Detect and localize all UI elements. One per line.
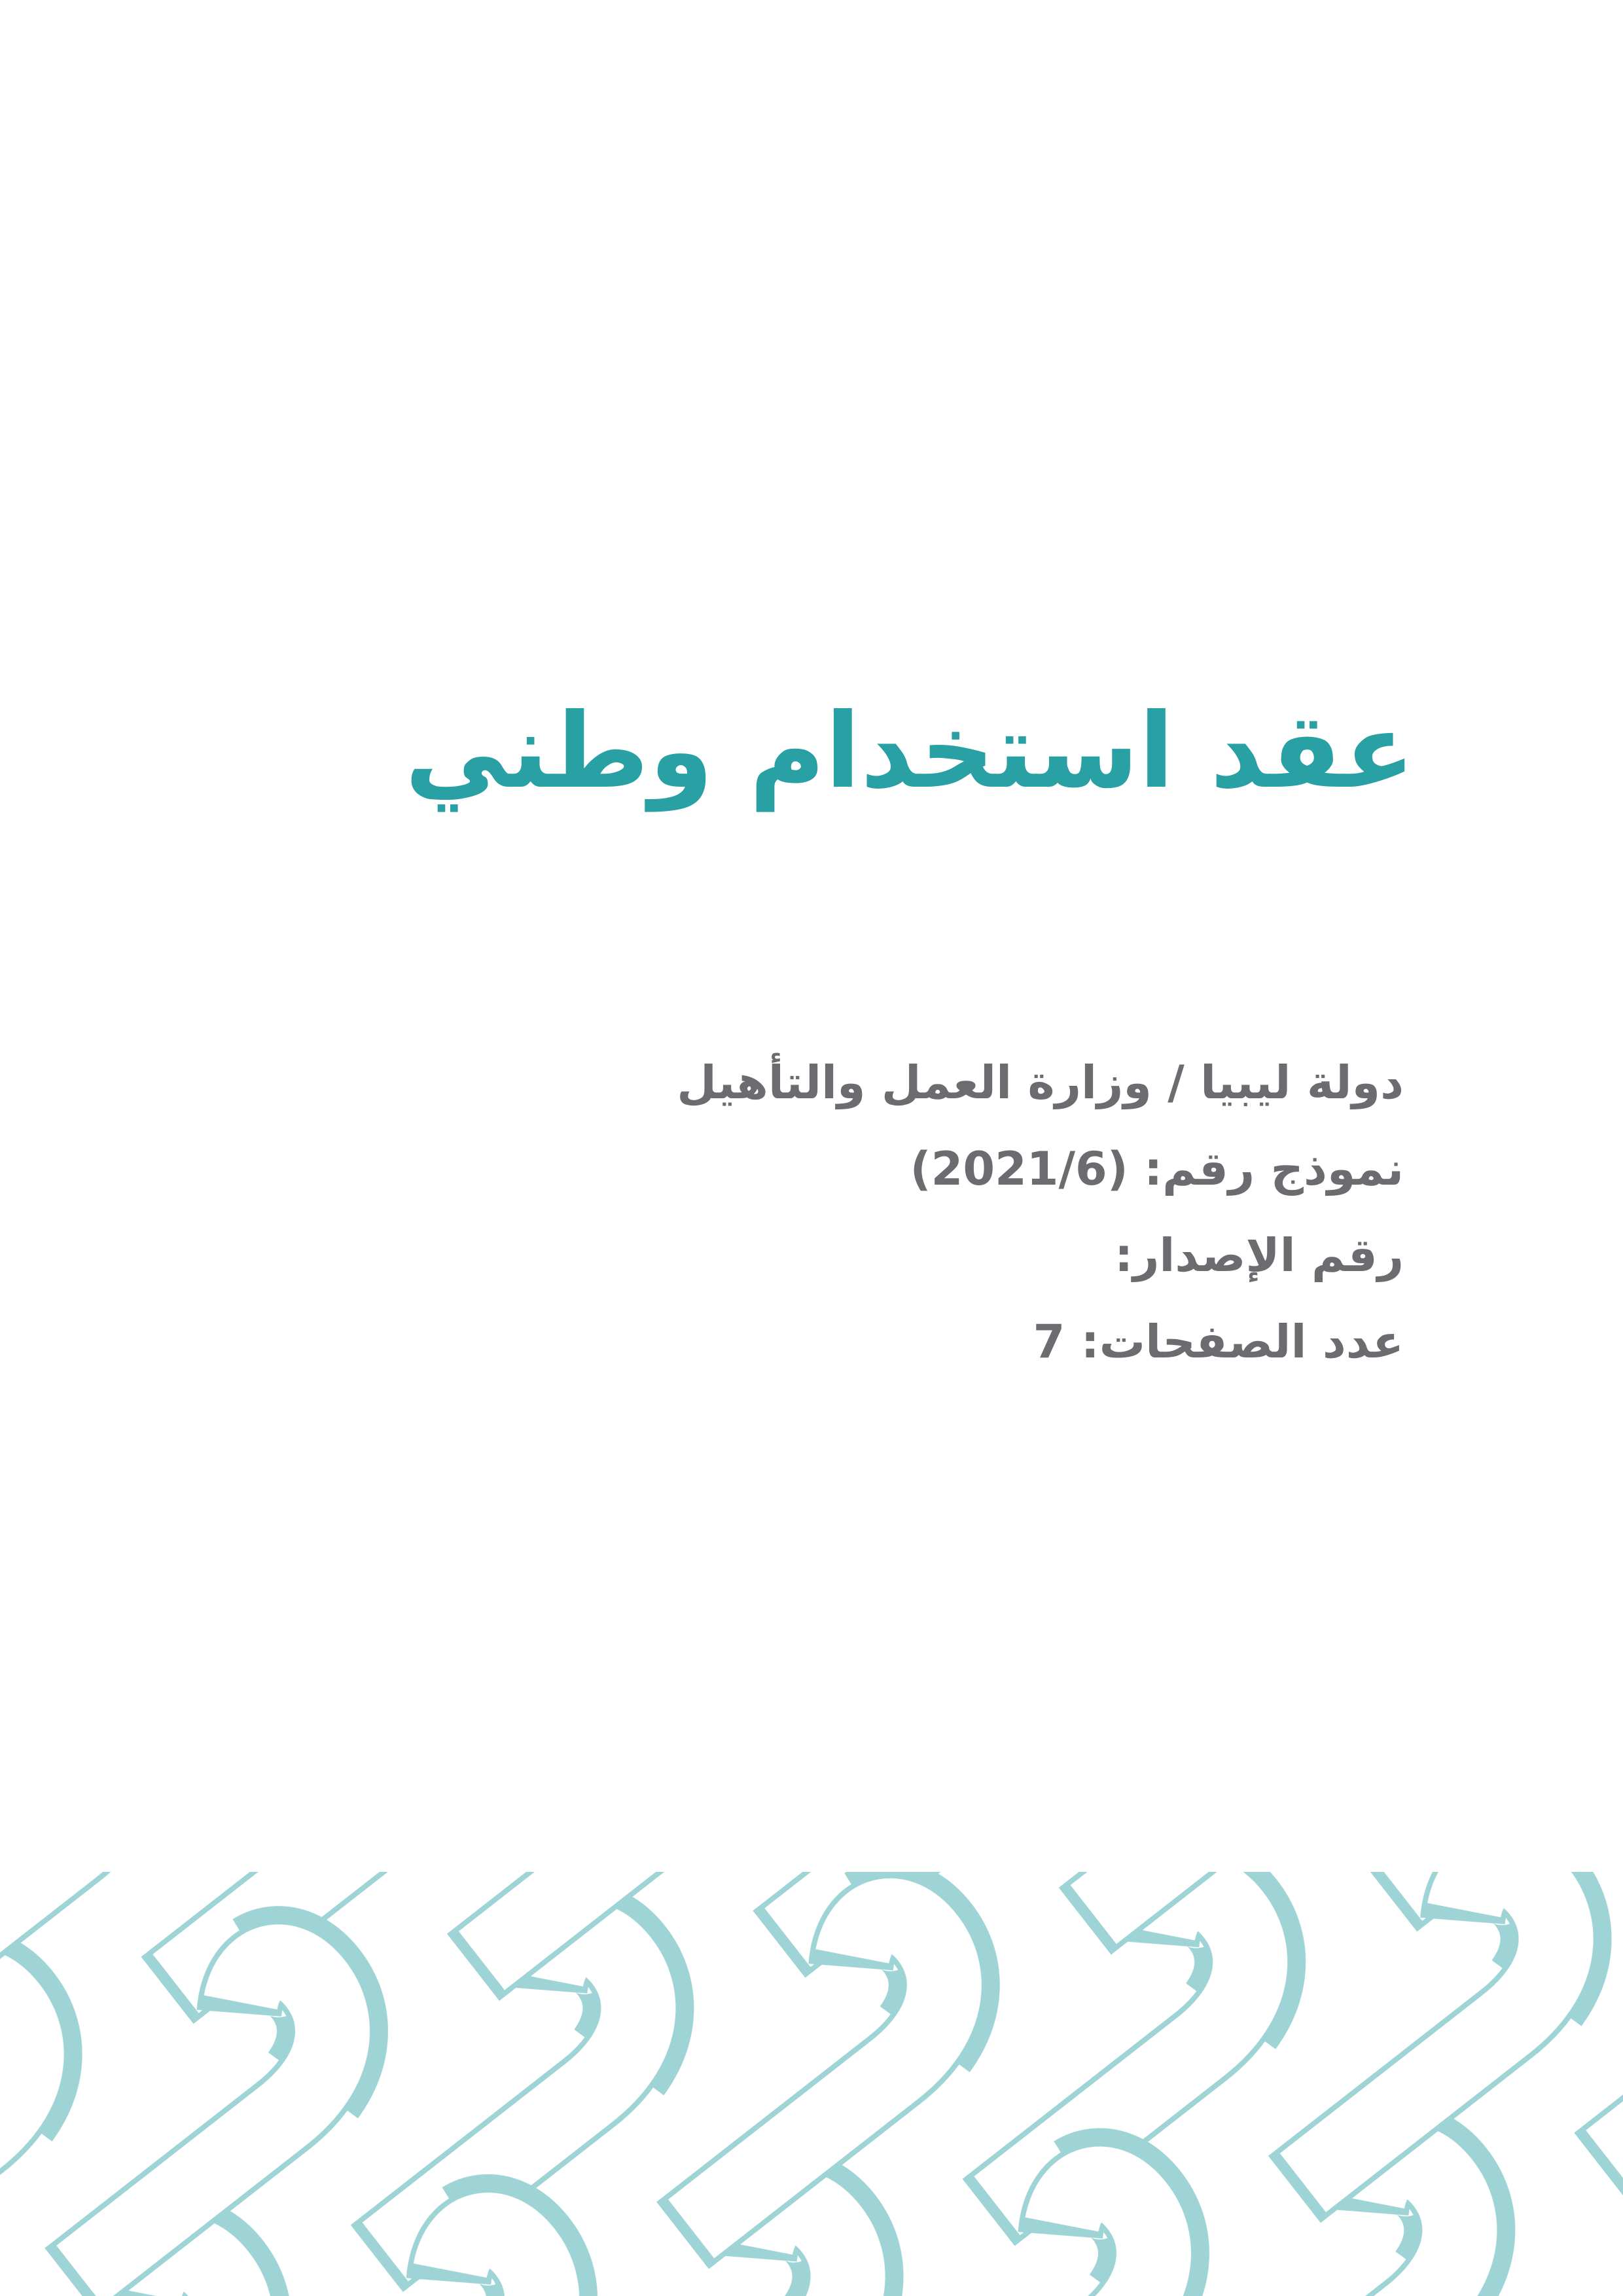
meta-line-issue-number: رقم الإصدار:	[1115, 1229, 1404, 1282]
meta-line-ministry: دولة ليبيا / وزارة العمل والتأهيل	[677, 1056, 1404, 1109]
wave-pattern-decoration	[0, 1872, 1623, 2296]
meta-line-page-count: عدد الصفحات: 7	[1033, 1315, 1404, 1369]
document-meta	[677, 1039, 1404, 1385]
wave-pattern-fill	[0, 1872, 1623, 2296]
meta-line-form-number: نموذج رقم: (2021/6)	[910, 1142, 1404, 1196]
document-title: عقد استخدام وطني	[404, 691, 1415, 812]
